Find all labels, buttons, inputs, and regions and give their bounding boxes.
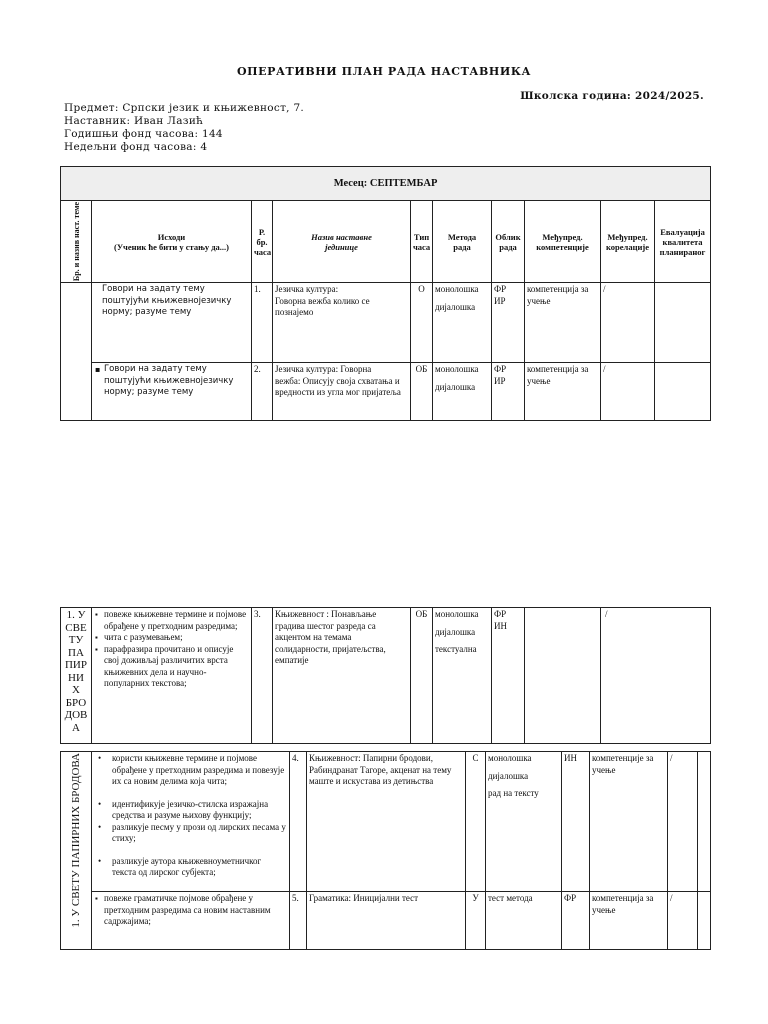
lesson-name-cell: Књижевност : Понављање градива шестог разреда са акцентом на темама солидарности, пријатељства, емпатије	[273, 608, 411, 744]
form-cell: ИН	[562, 752, 590, 892]
correlation-cell: /	[601, 608, 711, 744]
correlation-cell: /	[601, 283, 655, 363]
outcome-cell: • користи књижевне термине и појмове обрађене у претходним разредима и повезује их са новим делима која чита; • идентификује језичко-стилска изражајна средства и разуме њихову функцију; • разликује песму у прози од лирских песама у стиху; • разликује аутора књижевноуметничког текста од лирског субјекта;	[92, 752, 290, 892]
outcome-cell: Говори на задату тему поштујући књижевнојезичку норму; разуме тему	[92, 283, 252, 363]
col-lesson-no: Р. бр. часа	[252, 201, 273, 283]
topic-line: НИ	[68, 671, 84, 684]
method-cell: монолошка дијалошка	[433, 283, 492, 363]
col-topic: Бр. и назив наст. теме	[61, 201, 92, 283]
evaluation-cell	[655, 363, 711, 421]
topic-line: 1. У	[66, 609, 86, 621]
weekly-hours-line: Недељни фонд часова: 4	[64, 141, 208, 153]
topic-line: Х	[72, 684, 80, 696]
table-row	[61, 283, 711, 363]
method-cell: монолошка дијалошка рад на тексту	[486, 752, 562, 892]
competence-cell: компетенције за учење	[590, 752, 668, 892]
evaluation-cell	[698, 892, 711, 950]
evaluation-cell	[655, 283, 711, 363]
table-row	[61, 752, 711, 892]
topic-line: ПИР	[64, 659, 87, 671]
outcome-cell: ▪ Говори на задату тему поштујући књижевнојезичку норму; разуме тему	[92, 363, 252, 421]
col-type: Тип часа	[411, 201, 433, 283]
type-cell: У	[466, 892, 486, 950]
lesson-name-cell: Књижевност: Папирни бродови, Рабиндранат Тагоре, акценат на тему маште и искустава из детињства	[307, 752, 466, 892]
table-row	[61, 892, 711, 950]
col-evaluation: Евалуација квалитета планираног	[655, 201, 711, 283]
col-competence: Међупред. компетенције	[525, 201, 601, 283]
table-row	[61, 608, 711, 744]
lesson-name-cell: Језичка култура: Говорна вежба: Описују своја схватања и вредности из угла мог пријатеља	[273, 363, 411, 421]
plan-table-lessons-4-5	[60, 751, 711, 950]
document-title: ОПЕРАТИВНИ ПЛАН РАДА НАСТАВНИКА	[236, 65, 532, 78]
type-cell: О	[411, 283, 433, 363]
type-cell: С	[466, 752, 486, 892]
topic-line: ТУ	[68, 634, 84, 646]
method-cell: монолошка дијалошка текстуална	[433, 608, 492, 744]
lesson-no-cell: 4.	[290, 752, 307, 892]
lesson-no-cell: 5.	[290, 892, 307, 950]
col-method: Метода рада	[433, 201, 492, 283]
plan-table-september	[60, 166, 711, 421]
competence-cell: компетенција за учење	[525, 363, 601, 421]
competence-cell: компетенција за учење	[590, 892, 668, 950]
topic-line: ДОВ	[64, 709, 88, 721]
type-cell: ОБ	[411, 608, 433, 744]
form-cell: ФР	[562, 892, 590, 950]
topic-line: А	[72, 721, 80, 734]
correlation-cell: /	[601, 363, 655, 421]
method-cell: монолошка дијалошка	[433, 363, 492, 421]
table-row	[61, 363, 711, 421]
col-correlation: Међупред. корелације	[601, 201, 655, 283]
lesson-no-cell: 1.	[252, 283, 273, 363]
outcome-cell: ▪ повеже књижевне термине и појмове обрађене у претходним разредима; ▪ чита с разумевањем; ▪ парафразира прочитано и описује свој доживљај различитих врста књижевних дела и научно-популарних текстова;	[92, 608, 252, 744]
plan-table-lesson-3	[60, 607, 711, 744]
evaluation-cell	[698, 752, 711, 892]
topic-line: СВЕ	[65, 621, 87, 634]
correlation-cell: /	[668, 892, 698, 950]
topic-line: БРО	[65, 696, 87, 709]
competence-cell: компетенција за учење	[525, 283, 601, 363]
topic-cell: 1. У СВЕТУ ПАПИРНИХ БРОДОВА	[61, 752, 92, 950]
topic-line: ПА	[68, 646, 84, 659]
col-lesson-name: Назив наставне јединице	[273, 201, 411, 283]
subject-line: Предмет: Српски језик и књижевност, 7.	[64, 102, 305, 114]
form-cell: ФР ИР	[492, 283, 525, 363]
method-cell: тест метода	[486, 892, 562, 950]
document-meta	[64, 102, 304, 154]
form-cell: ФР ИН	[492, 608, 525, 744]
topic-cell	[61, 608, 92, 744]
col-form: Облик рада	[492, 201, 525, 283]
month-header: Месец: СЕПТЕМБАР	[61, 167, 711, 201]
competence-cell	[525, 608, 601, 744]
correlation-cell: /	[668, 752, 698, 892]
type-cell: ОБ	[411, 363, 433, 421]
lesson-name-cell: Језичка култура: Говорна вежба колико се познаjемо	[273, 283, 411, 363]
lesson-name-cell: Граматика: Иницијални тест	[307, 892, 466, 950]
school-year: Школска година: 2024/2025.	[520, 90, 704, 102]
outcome-cell: ▪ повеже граматичке појмове обрађене у претходним разредима са новим наставним садржајима;	[92, 892, 290, 950]
topic-cell	[61, 283, 92, 421]
lesson-no-cell: 3.	[252, 608, 273, 744]
lesson-no-cell: 2.	[252, 363, 273, 421]
form-cell: ФР ИР	[492, 363, 525, 421]
annual-hours-line: Годишњи фонд часова: 144	[64, 128, 223, 140]
teacher-line: Наставник: Иван Лазић	[64, 115, 204, 127]
col-outcomes: Исходи (Ученик ће бити у стању да...)	[92, 201, 252, 283]
